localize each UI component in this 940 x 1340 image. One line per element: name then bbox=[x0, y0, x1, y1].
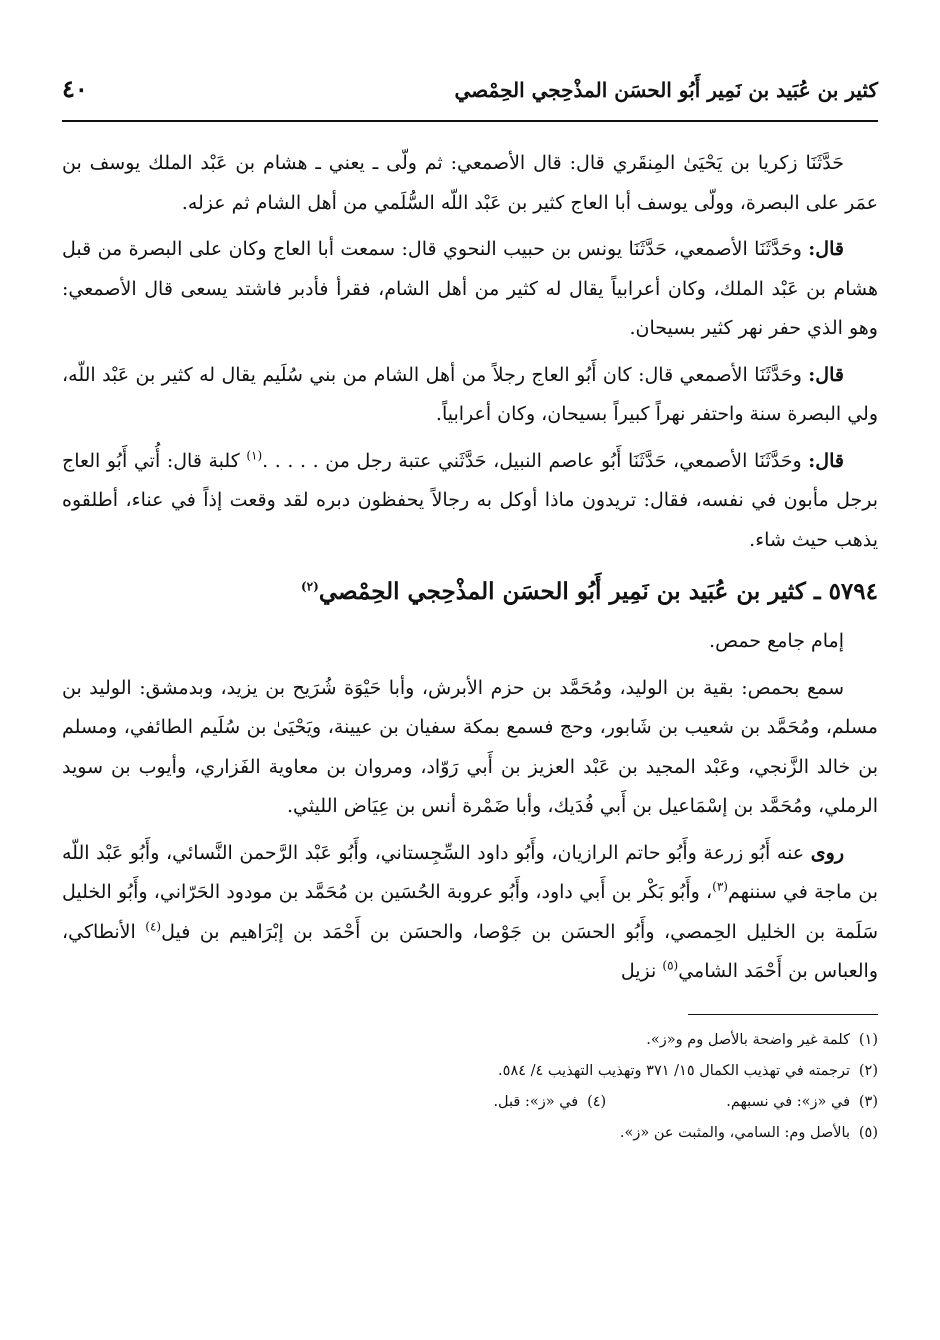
footnote bbox=[493, 1087, 606, 1118]
paragraph-7 bbox=[62, 834, 878, 992]
paragraph-lead: قال: bbox=[808, 449, 844, 472]
paragraph-text: نزيل bbox=[620, 960, 663, 982]
footnote-number: (٢) bbox=[858, 1062, 878, 1079]
footnote bbox=[726, 1087, 878, 1118]
footnote bbox=[62, 1056, 878, 1087]
footnote-rule bbox=[688, 1014, 878, 1015]
paragraph-5: إمام جامع حمص. bbox=[709, 630, 844, 652]
footnote-ref: (٣) bbox=[712, 879, 728, 894]
entry-heading bbox=[62, 570, 878, 614]
paragraph-text: الأنطاكي، والعباس بن أَحْمَد الشامي bbox=[62, 920, 878, 982]
footnote-row bbox=[62, 1087, 878, 1118]
page-number: ٤٠ bbox=[62, 74, 88, 103]
paragraph-text: عنه أَبُو زرعة وأَبُو حاتم الرازيان، وأَبُو داود السِّجِستاني، وأَبُو عَبْد الرَّحمن النَّسائي، وأَبُو عَبْد اللّه بن ماجة في سننهم bbox=[62, 841, 878, 903]
document-page bbox=[62, 68, 878, 1340]
footnote-number: (١) bbox=[858, 1031, 878, 1048]
paragraph-2 bbox=[62, 230, 878, 349]
paragraph-text: ، وأَبُو بَكْر بن أَبي داود، وأَبُو عروبة الحُسَين بن مُحَمَّد بن مودود الحَرّاني، وأَبُو الخليل سَلَمة بن الخليل الحِمصي، وأَبُو الحسَن بن جَوْصا، والحسَن بن أَحْمَد بن إبْرَاهيم بن فيل bbox=[62, 881, 878, 943]
paragraph-1: حَدَّثَنَا زكريا بن يَحْيَىٰ المِنقَري قال: قال الأصمعي: ثم ولّى ـ يعني ـ هشام بن عَبْد الملك يوسف بن عمَر على البصرة، وولّى يوسف أبا العاج كثير بن عَبْد اللّه السُّلَمي من أهل الشام ثم عزله. bbox=[62, 152, 878, 214]
paragraph-4 bbox=[62, 442, 878, 561]
paragraph-6: سمع بحمص: بقية بن الوليد، ومُحَمَّد بن حزم الأبرش، وأبا حَيْوَة شُرَيح بن يزيد، وبدمشق: الوليد بن مسلم، ومُحَمَّد بن شعيب بن شَابور، وحج فسمع بمكة سفيان بن عيينة، ويَحْيَىٰ بن سُلَيم الطائفي، ومسلم بن خالد الزَّنجي، وعَبْد المجيد بن عَبْد العزيز بن أَبي رَوّاد، ومروان بن معاوية الفَزاري، وأيوب بن سويد الرملي، ومُحَمَّد بن إسْمَاعيل بن أَبي فُدَيك، وأبا ضَمْرة أنس بن عِيَاض الليثي. bbox=[62, 676, 878, 817]
footnote-ref: (١) bbox=[246, 448, 263, 463]
footnote bbox=[62, 1118, 878, 1149]
running-header bbox=[62, 68, 878, 120]
entry-title: ٥٧٩٤ ـ كثير بن عُبَيد بن نَمِير أَبُو الحسَن المذْحِجي الحِمْصي bbox=[318, 578, 878, 605]
paragraph-lead: قال: bbox=[808, 363, 844, 386]
main-text bbox=[62, 144, 878, 992]
footnote-ref: (٥) bbox=[662, 958, 679, 973]
paragraph-text: كلبة قال: أُتي أَبُو العاج برجل مأبون في نفسه، فقال: تريدون ماذا أوكل به رجالاً يحفظون دبره لقد وقعت إذاً في عناء، أطلقوه يذهب حيث شاء. bbox=[62, 449, 878, 551]
paragraph-text: وحَدَّثَنَا الأصمعي، حَدَّثَنَا يونس بن حبيب النحوي قال: سمعت أبا العاج وكان على البصرة من قبل هشام بن عَبْد الملك، وكان أعرابياً يقال له كثير من أهل الشام، فقرأ فأدبر فاشتد يسعى قال الأصمعي: وهو الذي حفر نهر كثير بسيحان. bbox=[62, 238, 878, 339]
footnote-text: كلمة غير واضحة بالأصل وم و«ز». bbox=[646, 1031, 850, 1048]
footnote-ref: (٤) bbox=[145, 919, 162, 934]
footnotes bbox=[62, 1025, 878, 1149]
footnote-ref: (٢) bbox=[300, 579, 319, 594]
header-rule bbox=[62, 120, 878, 122]
footnote bbox=[62, 1025, 878, 1056]
running-title: كثير بن عُبَيد بن نَمِير أَبُو الحسَن المذْحِجي الحِمْصي bbox=[454, 78, 878, 102]
footnote-number: (٤) bbox=[587, 1093, 607, 1110]
paragraph-text: وحَدَّثَنَا الأصمعي، حَدَّثَنَا أَبُو عاصم النبيل، حَدَّثَني عتبة رجل من . . . . . bbox=[262, 449, 809, 472]
paragraph-3 bbox=[62, 356, 878, 435]
paragraph-text: وحَدَّثَنَا الأصمعي قال: كان أَبُو العاج رجلاً من أهل الشام من بني سُلَيم يقال له كثير بن عَبْد اللّه، ولي البصرة سنة واحتفر نهراً كبيراً بسيحان، وكان أعرابياً. bbox=[62, 363, 878, 425]
footnote-text: بالأصل وم: السامي، والمثبت عن «ز». bbox=[619, 1124, 850, 1141]
footnote-number: (٥) bbox=[858, 1124, 878, 1141]
footnote-number: (٣) bbox=[858, 1093, 878, 1110]
footnote-text: في «ز»: قبل. bbox=[493, 1093, 579, 1110]
footnote-text: ترجمته في تهذيب الكمال ١٥/ ٣٧١ وتهذيب التهذيب ٤/ ٥٨٤. bbox=[498, 1062, 850, 1079]
paragraph-lead: روى bbox=[810, 841, 844, 864]
paragraph-lead: قال: bbox=[808, 238, 844, 260]
footnote-text: في «ز»: في نسبهم. bbox=[726, 1093, 850, 1110]
